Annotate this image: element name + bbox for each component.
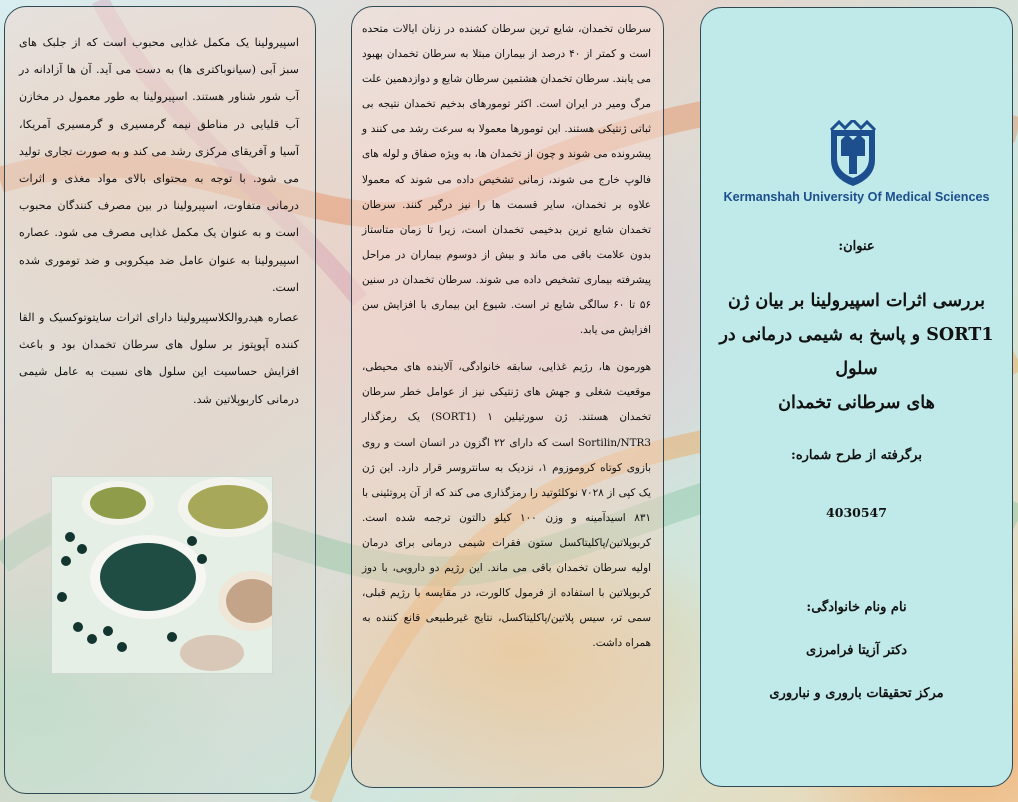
- project-label: برگرفته از طرح شماره:: [791, 448, 922, 463]
- spirulina-image: [51, 476, 273, 674]
- right-panel: [700, 7, 1013, 787]
- middle-paragraph-1: سرطان تخمدان، شایع ترین سرطان کشنده در زنان ایالات متحده است و کمتر از ۴۰ درصد از بیماران مبتلا به سرطان تخمدان بهبود می یابند. سرطان تخمدان هشتمین سرطان شایع و دوازدهمین علت مرگ ومیر در ایران است. اکثر تومورهای بدخیم تخمدان نتیجه بی ثباتی ژنتیکی هستند. این تومورها معمولا به سرعت رشد می کنند و پیشرونده می شوند و چون از تخمدان ها، به ویژه صفاق و لوله های فالوپ خارج می شوند، زمانی تشخیص داده می شوند که معمولا علاوه بر تخمدان، سایر قسمت ها را نیز درگیر کنند. سرطان تخمدان شایع ترین بدخیمی تخمدان است، زیرا تا زمان متاستاز بدون علامت باقی می ماند و بیش از دوسوم بیماران در مراحل پیشرفته بیماری تشخیص داده می شوند. سرطان تخمدان در سنین ۵۶ تا ۶۰ سالگی شایع تر است. شیوع این بیماری با افزایش سن افزایش می یابد.: [362, 23, 651, 337]
- middle-panel: [351, 6, 664, 788]
- left-paragraph-2: عصاره هیدروالکلاسپیرولینا دارای اثرات سایتوتوکسیک و القا کننده آپوپتوز بر سلول های سرطان تخمدان بود و باعث افزایش حساسیت این سلول های نسبت به عامل شیمی درمانی کاربوپلاتین شد.: [19, 311, 299, 406]
- university-logo: [825, 120, 881, 190]
- university-name: Kermanshah University Of Medical Sciences: [723, 190, 990, 204]
- title-line-2: SORT1 و پاسخ به شیمی درمانی در سلول: [719, 325, 994, 379]
- title-line-1: بررسی اثرات اسپیرولینا بر بیان ژن: [728, 291, 985, 311]
- title-line-3: های سرطانی تخمدان: [778, 393, 935, 413]
- middle-paragraph-2: هورمون ها، رژیم غذایی، سابقه خانوادگی، آلاینده های محیطی، موقعیت شغلی و جهش های ژنتیکی نیز از عوامل خطر سرطان تخمدان هستند. ژن سورتیلین ۱ (SORT1) یک رمزگذار Sortilin/NTR3 است که دارای ۲۲ اگزون در انسان است و روی بازوی کوتاه کروموزوم ۱، نزدیک به سانتروسر قرار دارد. این ژن یک کپی از ۷۰۲۸ نوکلئوتید را رمزگذاری می کند که از آن پروتئینی با ۸۳۱ اسیدآمینه و وزن ۱۰۰ کیلو دالتون ترجمه شده است. کربوپلاتین/پاکلیتاکسل ستون فقرات شیمی درمانی برای درمان اولیه سرطان تخمدان باقی می ماند. این رژیم دو دارویی، با دوز کربوپلاتین با استفاده از فرمول کالورت، در مقایسه با رژیم قبلی، سمی تر، سیس پلاتین/پاکلیتاکسل، نتایج غیرطبیعی قانع کننده به همراه داشت.: [362, 361, 651, 650]
- title-label: عنوان:: [838, 239, 875, 254]
- research-center: مرکز تحقیقات باروری و نباروری: [769, 686, 944, 701]
- left-panel: [4, 6, 316, 794]
- project-number: 4030547: [826, 505, 887, 520]
- left-paragraph-1: اسپیرولینا یک مکمل غذایی محبوب است که از جلبک های سبز آبی (سیانوباکتری ها) به دست می آید. آن ها آزادانه در آب شور شناور هستند. اسپیرولینا به طور معمول در مخازن آب قلیایی در مناطق نیمه گرمسیری و گرمسیری آمریکا، آسیا و آفریقای مرکزی رشد می کند و به صورت تجاری تولید می شود. با توجه به محتوای بالای مواد مغذی و اثرات درمانی متفاوت، اسپیرولینا در بین مصرف کنندگان محبوب است و به عنوان یک مکمل غذایی مصرف می شود. عصاره اسپیرولینا به عنوان عامل ضد میکروبی و ضد توموری شده است.: [19, 36, 299, 294]
- name-label: نام ونام خانوادگی:: [806, 600, 907, 615]
- main-title: [711, 284, 1002, 420]
- author-name: دکتر آزیتا فرامرزی: [805, 643, 908, 658]
